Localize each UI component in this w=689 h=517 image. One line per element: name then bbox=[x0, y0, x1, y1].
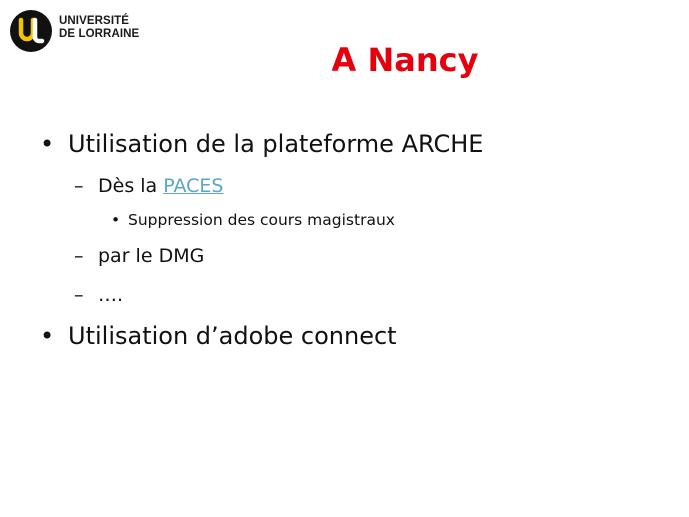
bullet-item-arche: Utilisation de la plateforme ARCHE bbox=[68, 130, 484, 158]
sub-item-ellipsis: …. bbox=[98, 284, 124, 306]
bullet-marker: • bbox=[40, 322, 55, 350]
dash-marker: – bbox=[74, 284, 84, 306]
dash-marker: – bbox=[74, 245, 84, 267]
logo-line-2: DE LORRAINE bbox=[59, 28, 140, 40]
sub-sub-item-suppression: Suppression des cours magistraux bbox=[128, 211, 395, 229]
sub-item-paces-prefix: Dès la bbox=[98, 175, 164, 197]
logo-line-1: UNIVERSITÉ bbox=[59, 15, 130, 27]
sub-item-dmg: par le DMG bbox=[98, 245, 205, 267]
sub-bullet-marker: • bbox=[111, 211, 121, 229]
sub-item-paces bbox=[98, 174, 223, 198]
slide-title: A Nancy bbox=[331, 41, 479, 79]
dash-marker: – bbox=[74, 175, 84, 197]
bullet-marker: • bbox=[40, 130, 55, 158]
paces-link[interactable]: PACES bbox=[163, 175, 224, 197]
bullet-item-adobe-connect: Utilisation d’adobe connect bbox=[68, 322, 397, 350]
